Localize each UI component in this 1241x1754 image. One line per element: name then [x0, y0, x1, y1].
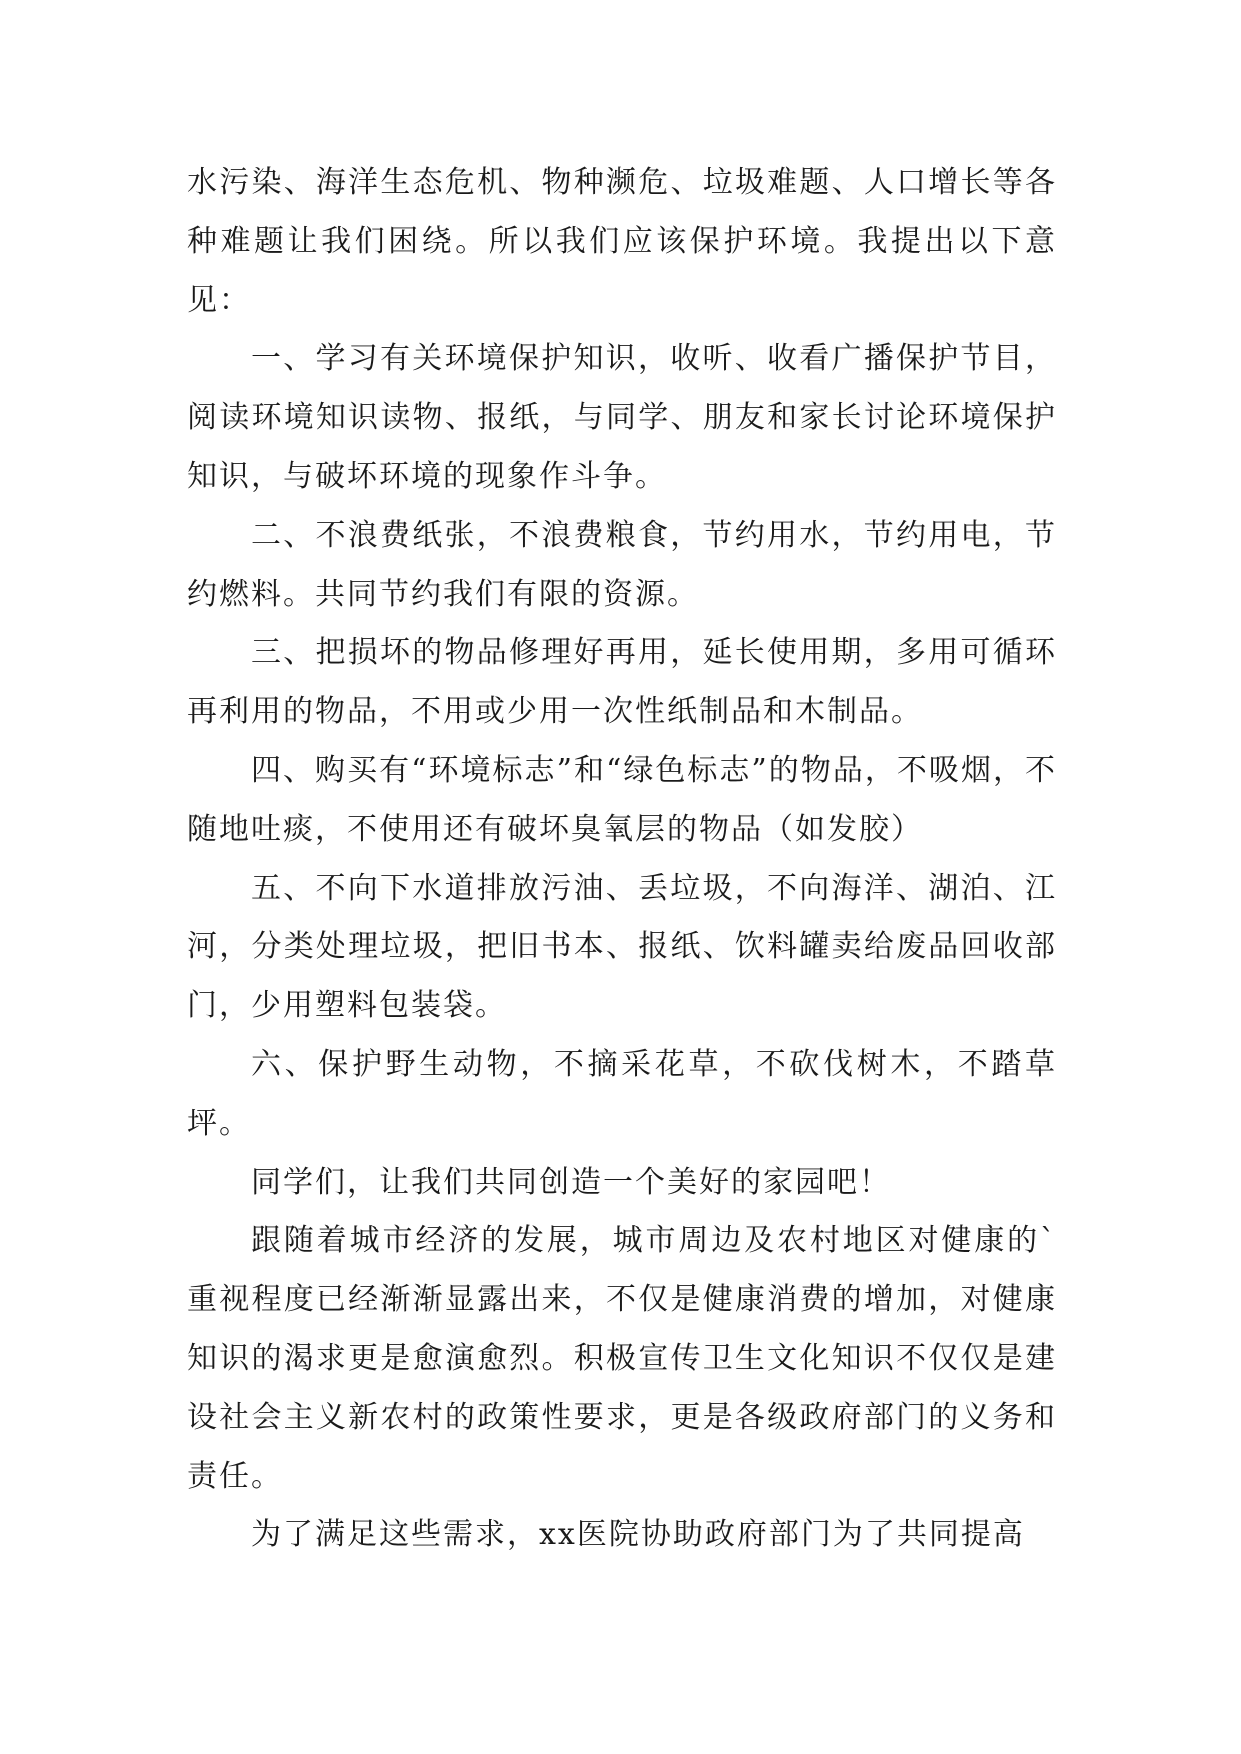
intro-paragraph: 水污染、海洋生态危机、物种濒危、垃圾难题、人口增长等各种难题让我们困绕。所以我们应该保护环境。我提出以下意见： [187, 165, 1057, 318]
health-paragraph: 跟随着城市经济的发展，城市周边及农村地区对健康的`重视程度已经渐渐显露出来，不仅是健康消费的增加，对健康知识的渴求更是愈演愈烈。积极宣传卫生文化知识不仅仅是建设社会主义新农村的政策性要求，更是各级政府部门的义务和责任。 [187, 1223, 1057, 1494]
closing-call: 同学们，让我们共同创造一个美好的家园吧！ [251, 1164, 891, 1200]
suggestion-four: 四、购买有“环境标志”和“绿色标志”的物品，不吸烟，不随地吐痰，不使用还有破坏臭氧层的物品（如发胶） [187, 752, 1057, 847]
suggestion-five: 五、不向下水道排放污油、丢垃圾，不向海洋、湖泊、江河，分类处理垃圾，把旧书本、报纸、饮料罐卖给废品回收部门，少用塑料包装袋。 [187, 870, 1057, 1024]
suggestion-three: 三、把损坏的物品修理好再用，延长使用期，多用可循环再利用的物品，不用或少用一次性纸制品和木制品。 [187, 635, 1057, 730]
hospital-paragraph: 为了满足这些需求，xx医院协助政府部门为了共同提高 [251, 1517, 1025, 1553]
suggestion-six: 六、保护野生动物，不摘采花草，不砍伐树木，不踏草坪。 [187, 1046, 1057, 1141]
suggestion-two: 二、不浪费纸张，不浪费粮食，节约用水，节约用电，节约燃料。共同节约我们有限的资源。 [187, 517, 1057, 612]
document-body [187, 154, 1057, 1565]
suggestion-one: 一、学习有关环境保护知识，收听、收看广播保护节目，阅读环境知识读物、报纸，与同学、朋友和家长讨论环境保护知识，与破坏环境的现象作斗争。 [187, 341, 1057, 494]
